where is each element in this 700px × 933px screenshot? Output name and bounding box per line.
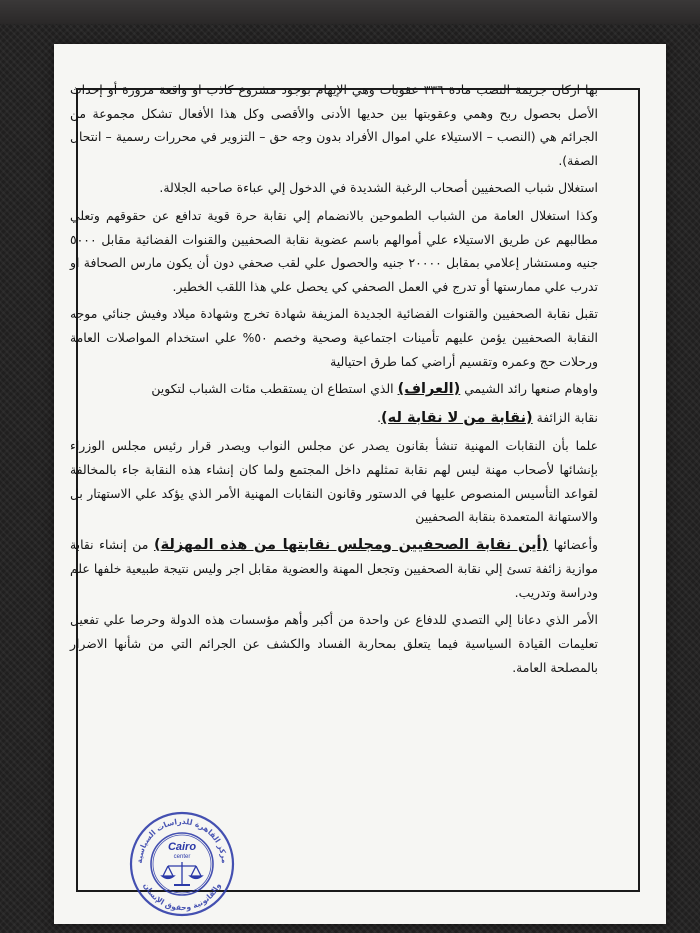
top-edge	[0, 0, 700, 24]
paragraph-fake-union-requirements: تقبل نقابة الصحفيين والقنوات الفضائية الجديدة المزيفة شهادة تخرج وشهادة ميلاد وفيش جنائي موجه النقابة الصحفيين يؤمن عليهم تأمينات اجتماعية وصحية وخصم ٥٠% علي استخدام المواصلات العامة ورحلات حج وعمره وتقسيم أراضي كما طرق احتيالية	[70, 306, 598, 369]
paragraph-exploit-youth: وكذا استغلال العامة من الشباب الطموحين بالانضمام إلي نقابة حرة قوية تدافع عن حقوقهم وتعلي مطالبهم عن طريق الاستيلاء علي أموالهم باسم عضوية نقابة الصحفيين والقنوات الفضائية مقابل ٥٠٠٠ جنيه ومستشار إعلامي بمقابل ٢٠٠٠٠ جنيه والحصول علي لقب صحفي دون أن يكون مارس الصحافة او تدرب علي ممارستها أو تدرج في العمل الصحفي كي يحصل علي هذا اللقب الخطير.	[70, 207, 598, 294]
fake-union-text-after: .	[377, 409, 382, 425]
paragraph-fake-union-name	[70, 406, 598, 431]
document-body	[70, 78, 598, 679]
where-text-after: من إنشاء نقابة موازية زائفة تسئ إلي نقابة الصحفيين وتجعل المهنة والعضوية مقابل اجر وليس نتيجة طبيعية خلفها علم ودراسة وتدريب.	[70, 536, 598, 600]
founder-nickname: (العراف)	[397, 381, 461, 398]
fake-union-label: (نقابة من لا نقابة له)	[381, 409, 533, 426]
founder-text-before: واوهام صنعها رائد الشيمي	[460, 381, 598, 397]
paragraph-legal-basis: علما بأن النقابات المهنية تنشأ بقانون يصدر عن مجلس النواب ويصدر قرار رئيس مجلس الوزراء بإنشائها لأصحاب مهنة ليس لهم نقابة تمثلهم داخل المجتمع ولما كان إنشاء هذه النقابة جاء بالمخالفة لقواعد التأسيس المنصوص عليها في الدستور وقانون النقابات المهنية الأمر الذي يؤكد علي الاستهتار بل والاستهانة المتعمدة بنقابة الصحفيين	[70, 438, 598, 525]
paragraph-conclusion: الأمر الذي دعانا إلي التصدي للدفاع عن واحدة من أكبر وأهم مؤسسات هذه الدولة وحرصا علي تفعيل تعليمات القيادة السياسية فيما يتعلق بمحاربة الفساد والكشف عن الجرائم التي من شأنها الاضرار بالمصلحة العامة.	[70, 612, 598, 675]
paragraph-where-is-union	[70, 533, 598, 605]
scales-of-justice-icon	[162, 862, 202, 885]
organization-stamp	[128, 810, 236, 918]
stamp-org-top: مركز القاهرة للدراسات السياسية	[134, 816, 230, 864]
document-page	[54, 44, 666, 924]
where-text-before: وأعضائها	[548, 536, 599, 552]
fake-union-text-before: نقابة الزائفة	[532, 409, 598, 425]
paragraph-fraud-elements: بها اركان جريمة النصب مادة ٣٣٦ عقوبات وهي الإيهام بوجود مشروع كاذب او واقعة مزورة أو إحداث الأصل بحصول ربح وهمي وعقوبتها بين حديها الأدنى والأقصى وكل هذا الأفعال تشكل مجموعة من الجرائم هي (النصب – الاستيلاء علي اموال الأفراد بدون وجه حق – التزوير في محررات رسمية – انتحال الصفة).	[70, 82, 598, 168]
stamp-center-sub: center	[173, 854, 191, 860]
where-is-union-question: (أين نقابة الصحفيين ومجلس نقابتها من هذه المهزلة)	[153, 536, 549, 553]
paragraph-founder	[70, 377, 598, 402]
founder-text-after: الذي استطاع ان يستقطب مئات الشباب لتكوين	[151, 381, 398, 397]
stamp-center-name: Cairo	[167, 841, 197, 853]
stamp-org-bottom: والقانونية وحقوق الإنسان	[141, 881, 223, 913]
paragraph-exploit-journalists: استغلال شباب الصحفيين أصحاب الرغبة الشديدة في الدخول إلي عباءة صاحبه الجلالة.	[159, 180, 598, 196]
